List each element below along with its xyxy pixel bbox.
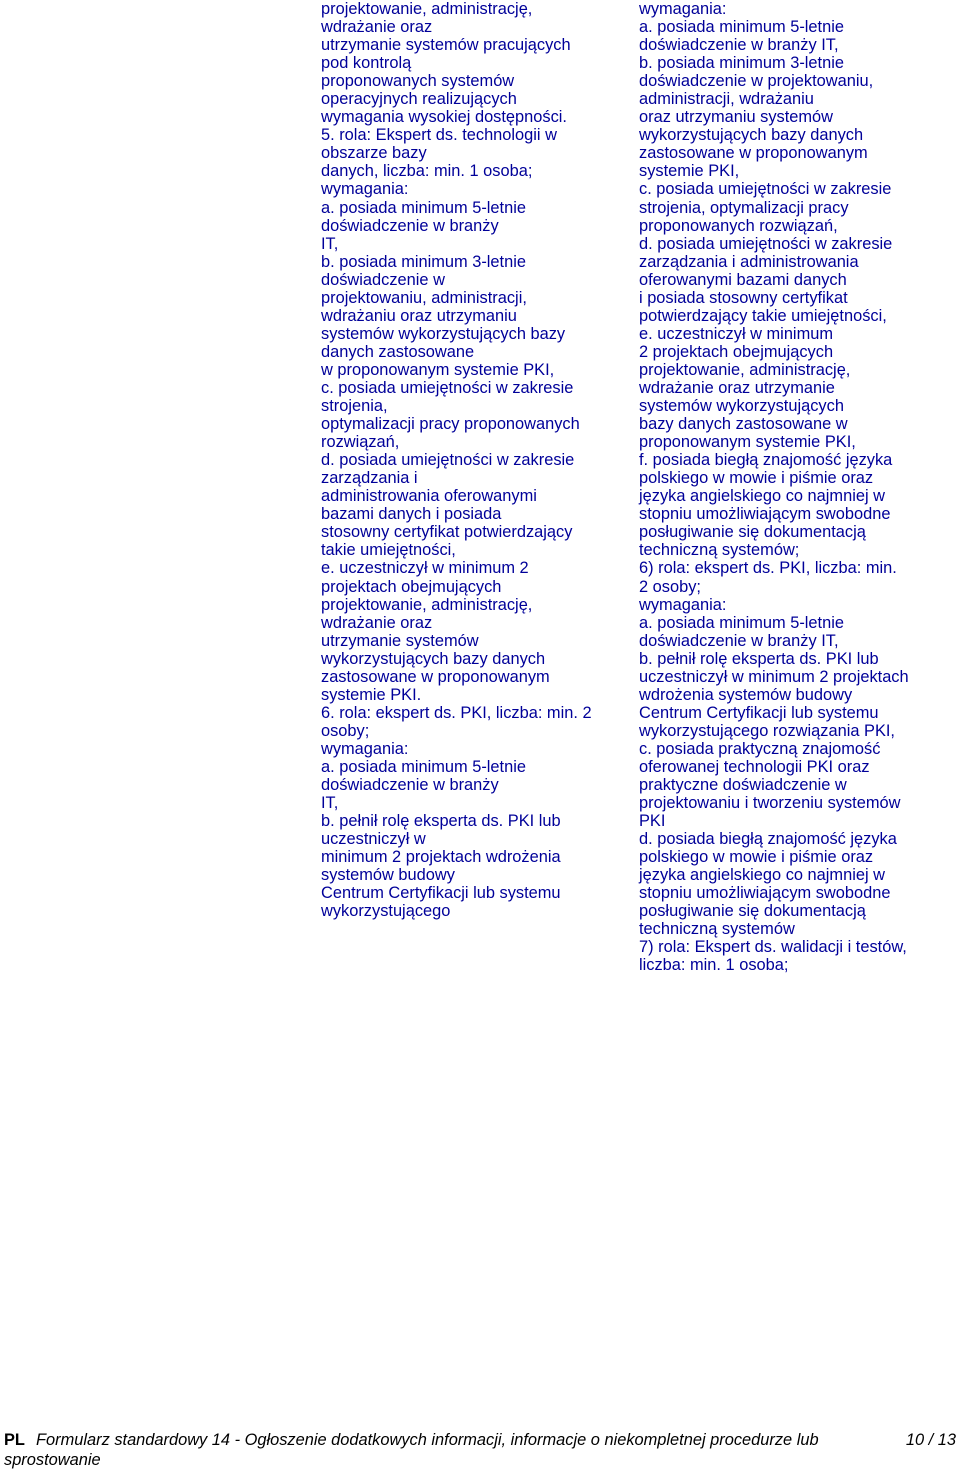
text-line: d. posiada umiejętności w zakresie (639, 234, 893, 253)
text-line: a. posiada minimum 5-letnie (639, 613, 844, 632)
text-line: projektowaniu i tworzeniu systemów (639, 794, 901, 813)
text-line: projektach obejmujących (321, 577, 502, 596)
text-line: stopniu umożliwiającym swobodne (639, 884, 891, 903)
text-line: projektowaniu, administracji, (321, 288, 527, 307)
language-code: PL (4, 1431, 25, 1449)
text-line: strojenia, (321, 397, 388, 416)
text-line: proponowanych rozwiązań, (639, 216, 838, 235)
text-line: utrzymanie systemów pracujących (321, 36, 571, 55)
text-line: doświadczenie w branży IT, (639, 631, 839, 650)
text-line: PKI (639, 812, 666, 831)
text-line: danych zastosowane (321, 342, 475, 361)
text-line: polskiego w mowie i piśmie oraz (639, 848, 874, 867)
text-line: polskiego w mowie i piśmie oraz (639, 469, 874, 488)
text-line: języka angielskiego co najmniej w (639, 487, 885, 506)
text-line: Centrum Certyfikacji lub systemu (639, 703, 879, 722)
text-line: projektowanie, administrację, (321, 595, 533, 614)
text-line: wdrażanie oraz utrzymanie (639, 378, 835, 397)
text-line: posługiwanie się dokumentacją (639, 902, 866, 921)
text-line: wdrożenia systemów budowy (639, 685, 853, 704)
text-line: zarządzania i administrowania (639, 252, 859, 271)
text-line: wymagania: (321, 739, 409, 758)
text-line: osoby; (321, 721, 370, 740)
form-title: Formularz standardowy 14 - Ogłoszenie dodatkowych informacji, informacje o niekompletnej procedurze lub (36, 1431, 819, 1449)
text-line: optymalizacji pracy proponowanych (321, 415, 580, 434)
text-line: w proponowanym systemie PKI, (321, 360, 555, 379)
text-line: Centrum Certyfikacji lub systemu (321, 884, 561, 903)
text-line: pod kontrolą (321, 54, 412, 73)
text-line: utrzymanie systemów (321, 631, 479, 650)
text-line: danych, liczba: min. 1 osoba; (321, 162, 533, 181)
text-line: administrowania oferowanymi (321, 487, 537, 506)
text-line: wymagania: (321, 180, 409, 199)
text-line: systemie PKI. (321, 685, 422, 704)
text-line: bazy danych zastosowane w (639, 415, 848, 434)
text-line: oferowanymi bazami danych (639, 270, 847, 289)
text-line: wdrażanie oraz (321, 18, 433, 37)
page-number: 10 / 13 (905, 1431, 956, 1449)
text-line: a. posiada minimum 5-letnie (321, 198, 526, 217)
text-line: stopniu umożliwiającym swobodne (639, 505, 891, 524)
text-line: wdrażaniu oraz utrzymaniu (321, 306, 517, 325)
text-line: proponowanym systemie PKI, (639, 433, 856, 452)
text-line: e. uczestniczył w minimum 2 (321, 559, 529, 578)
text-line: systemów wykorzystujących (639, 397, 844, 416)
text-line: projektowanie, administrację, (321, 0, 533, 18)
text-line: systemie PKI, (639, 162, 740, 181)
text-line: języka angielskiego co najmniej w (639, 866, 885, 885)
text-line: liczba: min. 1 osoba; (639, 956, 789, 975)
text-line: minimum 2 projektach wdrożenia (321, 848, 561, 867)
text-line: wykorzystujących bazy danych (321, 649, 546, 668)
text-line: posługiwanie się dokumentacją (639, 523, 866, 542)
text-line: wykorzystującego rozwiązania PKI, (639, 721, 895, 740)
text-line: proponowanych systemów (321, 72, 515, 91)
text-line: obszarze bazy (321, 144, 427, 163)
text-line: systemów wykorzystujących bazy (321, 324, 566, 343)
text-line: bazami danych i posiada (321, 505, 502, 524)
text-line: zastosowane w proponowanym (639, 144, 868, 163)
text-line: rozwiązań, (321, 433, 400, 452)
text-line: f. posiada biegłą znajomość języka (639, 451, 893, 470)
text-line: wymagania wysokiej dostępności. (321, 108, 567, 127)
text-line: a. posiada minimum 5-letnie (321, 757, 526, 776)
text-line: praktyczne doświadczenie w (639, 776, 847, 795)
text-line: zarządzania i (321, 469, 418, 488)
text-line: techniczną systemów (639, 920, 795, 939)
text-line: a. posiada minimum 5-letnie (639, 18, 844, 37)
text-line: b. pełnił rolę eksperta ds. PKI lub (639, 649, 879, 668)
text-line: wykorzystującego (321, 902, 451, 921)
text-line: 7) rola: Ekspert ds. walidacji i testów, (639, 938, 907, 957)
text-line: doświadczenie w branży IT, (639, 36, 839, 55)
text-line: c. posiada praktyczną znajomość (639, 739, 881, 758)
text-line: d. posiada biegłą znajomość języka (639, 830, 897, 849)
text-line: operacyjnych realizujących (321, 90, 517, 109)
text-line: IT, (321, 234, 339, 253)
text-line: systemów budowy (321, 866, 455, 885)
text-line: doświadczenie w projektowaniu, (639, 72, 874, 91)
text-line: doświadczenie w branży (321, 216, 499, 235)
text-line: techniczną systemów; (639, 541, 800, 560)
text-line: b. posiada minimum 3-letnie (639, 54, 844, 73)
text-line: e. uczestniczył w minimum (639, 324, 833, 343)
text-line: strojenia, optymalizacji pracy (639, 198, 849, 217)
text-line: wykorzystujących bazy danych (639, 126, 864, 145)
text-line: 5. rola: Ekspert ds. technologii w (321, 126, 557, 145)
left-text-column (321, 0, 637, 920)
text-line: projektowanie, administrację, (639, 360, 851, 379)
text-line: potwierdzający takie umiejętności, (639, 306, 887, 325)
text-line: wymagania: (639, 595, 727, 614)
text-line: stosowny certyfikat potwierdzający (321, 523, 573, 542)
text-line: d. posiada umiejętności w zakresie (321, 451, 575, 470)
text-line: wdrażanie oraz (321, 613, 433, 632)
text-line: b. pełnił rolę eksperta ds. PKI lub (321, 812, 561, 831)
text-line: uczestniczył w (321, 830, 426, 849)
text-line: c. posiada umiejętności w zakresie (639, 180, 892, 199)
right-text-column (639, 0, 957, 975)
text-line: doświadczenie w branży (321, 776, 499, 795)
text-line: b. posiada minimum 3-letnie (321, 252, 526, 271)
text-line: IT, (321, 794, 339, 813)
text-line: 2 osoby; (639, 577, 701, 596)
text-line: oferowanej technologii PKI oraz (639, 757, 870, 776)
text-line: 2 projektach obejmujących (639, 342, 834, 361)
text-line: oraz utrzymaniu systemów (639, 108, 834, 127)
text-line: doświadczenie w (321, 270, 445, 289)
text-line: administracji, wdrażaniu (639, 90, 814, 109)
form-title-continued: sprostowanie (4, 1451, 101, 1469)
text-line: zastosowane w proponowanym (321, 667, 550, 686)
page-footer (4, 1431, 956, 1471)
text-line: 6) rola: ekspert ds. PKI, liczba: min. (639, 559, 897, 578)
text-line: uczestniczył w minimum 2 projektach (639, 667, 909, 686)
text-line: i posiada stosowny certyfikat (639, 288, 848, 307)
text-line: c. posiada umiejętności w zakresie (321, 378, 574, 397)
text-line: wymagania: (639, 0, 727, 18)
text-line: takie umiejętności, (321, 541, 456, 560)
text-line: 6. rola: ekspert ds. PKI, liczba: min. 2 (321, 703, 592, 722)
